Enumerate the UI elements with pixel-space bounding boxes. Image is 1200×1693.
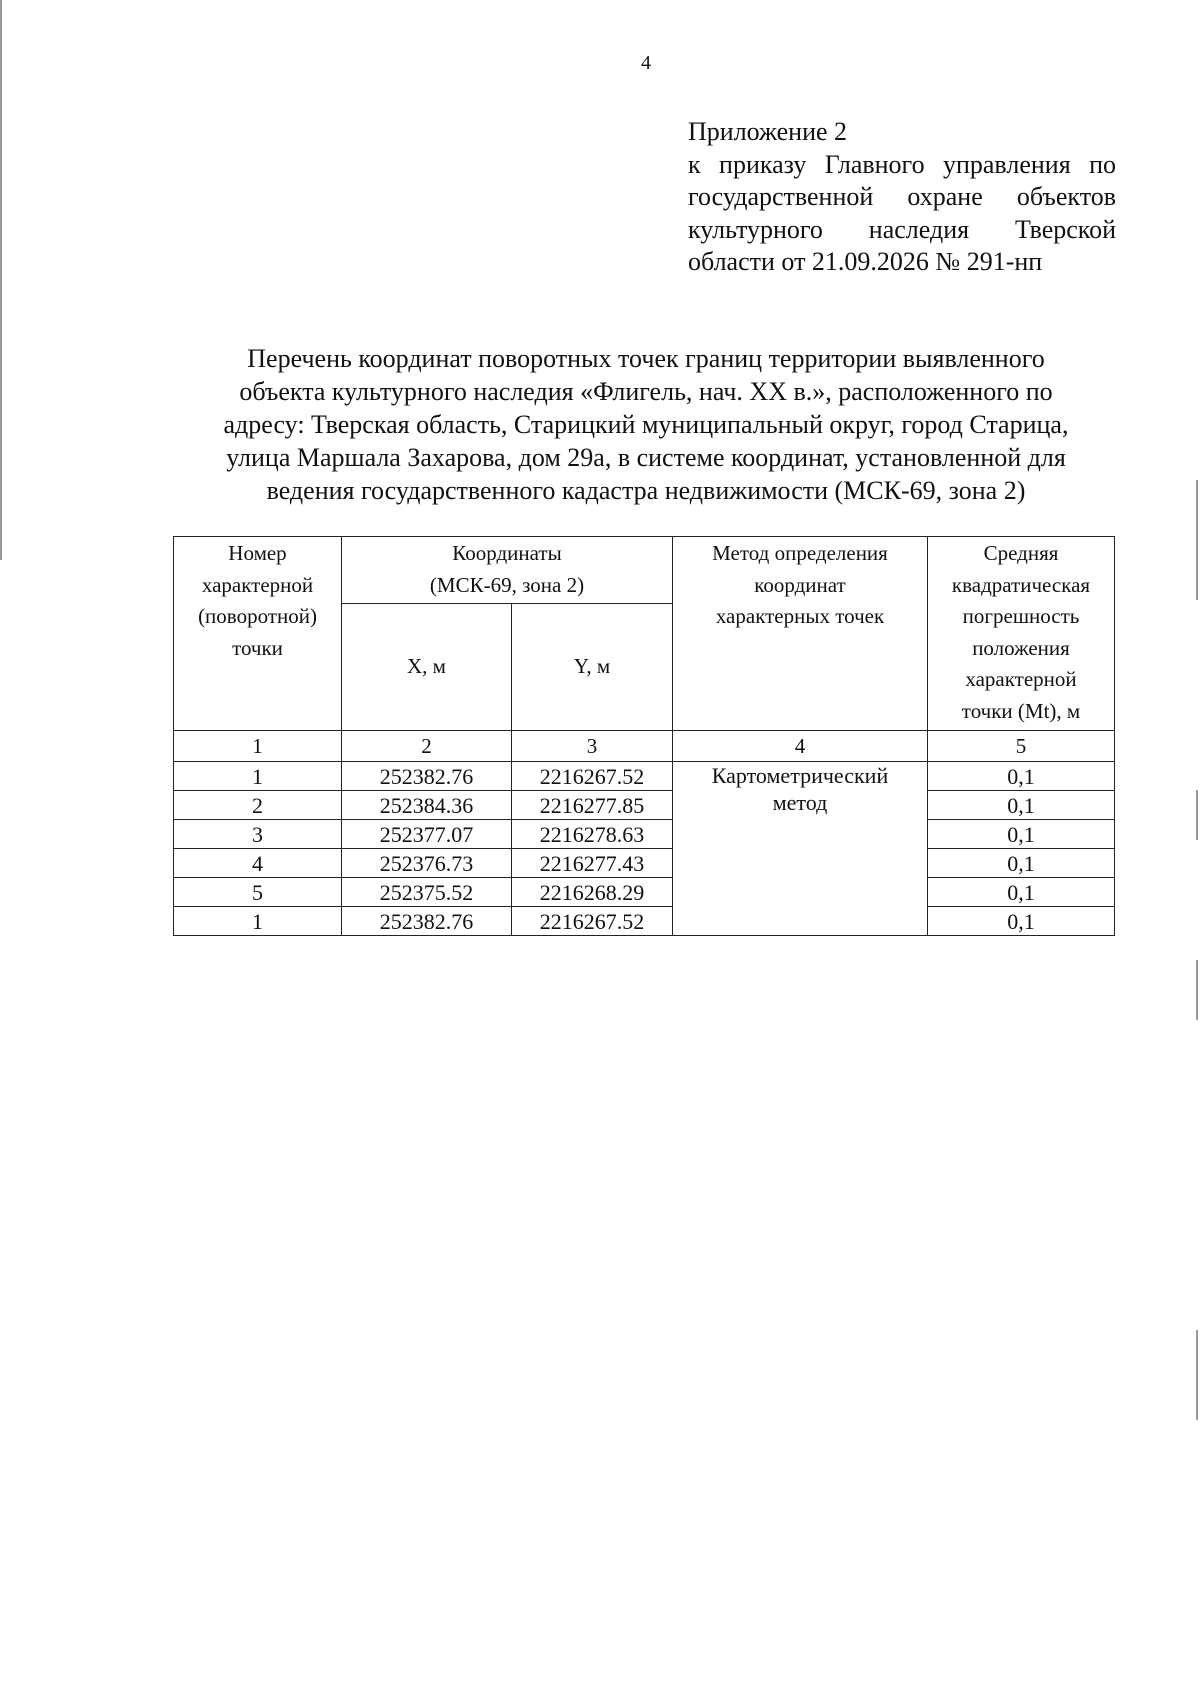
x-cell: 252377.07 [342,820,512,849]
title-line-4: улица Маршала Захарова, дом 29а, в системе координат, установленной для [226,443,1066,472]
error-cell: 0,1 [928,878,1115,907]
table-row [174,820,1115,849]
scan-edge-right [1196,960,1198,1020]
appendix-heading [688,116,1116,279]
coordinates-table [173,536,1115,936]
error-cell: 0,1 [928,791,1115,820]
point-cell: 5 [174,878,342,907]
point-cell: 1 [174,762,342,791]
point-cell: 4 [174,849,342,878]
column-number: 4 [673,731,928,762]
y-cell: 2216277.43 [512,849,673,878]
table-row [174,791,1115,820]
column-number: 5 [928,731,1115,762]
error-cell: 0,1 [928,849,1115,878]
x-cell: 252376.73 [342,849,512,878]
appendix-line-1: Приложение 2 [688,117,848,146]
y-cell: 2216267.52 [512,762,673,791]
appendix-line-2: к приказу Главного управления по [688,149,1116,179]
column-numbers-row [174,731,1115,762]
y-cell: 2216267.52 [512,907,673,936]
header-point-number: Номер характерной (поворотной) точки [174,537,342,731]
x-cell: 252375.52 [342,878,512,907]
y-cell: 2216268.29 [512,878,673,907]
title-line-1: Перечень координат поворотных точек границ территории выявленного [247,344,1045,373]
appendix-line-5: области от 21.09.2026 № 291-нп [688,247,1043,276]
header-coordinates: Координаты (МСК-69, зона 2) [342,537,673,604]
scan-edge-right [1196,790,1198,840]
x-cell: 252382.76 [342,762,512,791]
header-y: Y, м [512,604,673,731]
y-cell: 2216278.63 [512,820,673,849]
page-number: 4 [641,52,651,74]
method-cell: Картометрический метод [673,762,928,936]
table-row [174,762,1115,791]
column-number: 1 [174,731,342,762]
header-method: Метод определения координат характерных точек [673,537,928,731]
table-row [174,907,1115,936]
header-error: Средняя квадратическая погрешность положения характерной точки (Mt), м [928,537,1115,731]
error-cell: 0,1 [928,762,1115,791]
column-number: 3 [512,731,673,762]
error-cell: 0,1 [928,907,1115,936]
scan-edge-right [1196,1330,1198,1420]
error-cell: 0,1 [928,820,1115,849]
point-cell: 2 [174,791,342,820]
header-x: X, м [342,604,512,731]
document-title [176,342,1116,507]
title-line-3: адресу: Тверская область, Старицкий муниципальный округ, город Старица, [223,410,1069,439]
column-number: 2 [342,731,512,762]
scan-edge-right [1196,480,1198,600]
scan-edge-left [0,0,2,560]
title-line-5: ведения государственного кадастра недвижимости (МСК-69, зона 2) [266,476,1026,505]
y-cell: 2216277.85 [512,791,673,820]
appendix-line-3: государственной охране объектов [688,182,1116,211]
table-row [174,878,1115,907]
x-cell: 252382.76 [342,907,512,936]
point-cell: 3 [174,820,342,849]
table-row [174,849,1115,878]
title-line-2: объекта культурного наследия «Флигель, нач. XX в.», расположенного по [239,377,1053,406]
appendix-line-4: культурного наследия Тверской [688,214,1116,244]
point-cell: 1 [174,907,342,936]
x-cell: 252384.36 [342,791,512,820]
table-header-row [174,537,1115,604]
